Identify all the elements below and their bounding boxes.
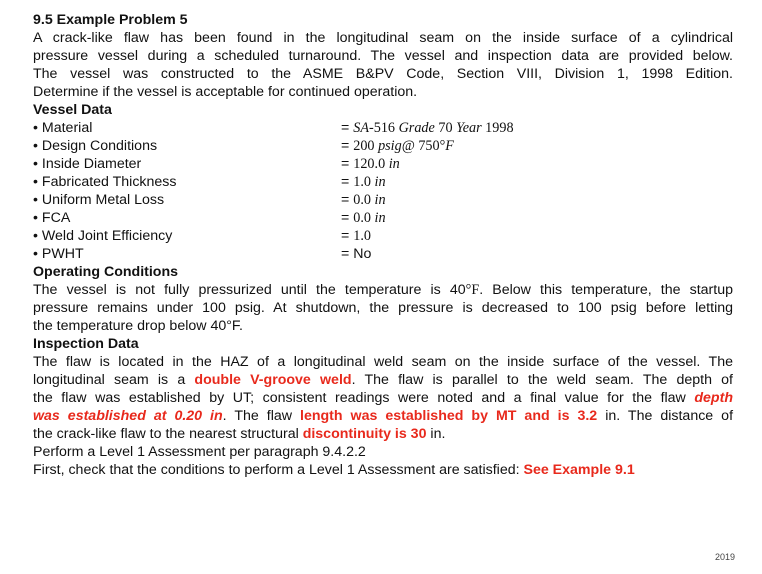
- vessel-row-design-conditions: [33, 137, 733, 155]
- inspection-line-6: Perform a Level 1 Assessment per paragraph 9.4.2.2: [33, 444, 366, 460]
- vessel-row-material: [33, 119, 733, 137]
- intro-line-1: A crack-like flaw has been found in the longitudinal seam on the inside surface of a cylindrical: [33, 30, 733, 46]
- inspection-line-7: First, check that the conditions to perform a Level 1 Assessment are satisfied: See Example 9.1: [33, 462, 635, 478]
- row-label: • PWHT: [33, 246, 84, 262]
- row-value: = 0.0 in: [341, 192, 386, 208]
- operating-line-1: The vessel is not fully pressurized until the temperature is 40°F. Below this temperature, the startup: [33, 282, 733, 298]
- vessel-row-uniform-metal-loss: [33, 191, 733, 209]
- inspection-line-5: the crack-like flaw to the nearest structural discontinuity is 30 in.: [33, 426, 446, 442]
- operating-conditions-heading: Operating Conditions: [33, 264, 179, 280]
- inspection-line-3: the flaw was established by UT; consistent readings were noted and a final value for the flaw depth: [33, 390, 733, 406]
- row-value: = 1.0: [341, 228, 371, 244]
- inspection-data-heading: Inspection Data: [33, 336, 139, 352]
- operating-line-2: pressure remains under 100 psig. At shutdown, the pressure is decreased to 100 psig before letting: [33, 300, 733, 316]
- row-label: • FCA: [33, 210, 71, 226]
- row-label: • Design Conditions: [33, 138, 158, 154]
- inspection-line-4: was established at 0.20 in. The flaw length was established by MT and is 3.2 in. The distance of: [33, 408, 734, 424]
- vessel-row-fca: [33, 209, 733, 227]
- document-body: [33, 11, 733, 479]
- vessel-data-heading: Vessel Data: [33, 102, 112, 118]
- footer-year: 2019: [714, 552, 735, 562]
- row-value: = 200 psig@ 750°F: [341, 138, 454, 154]
- row-value: = 1.0 in: [341, 174, 386, 190]
- inspection-line-1: The flaw is located in the HAZ of a longitudinal weld seam on the inside surface of the vessel. The: [33, 354, 733, 370]
- row-label: • Material: [33, 120, 93, 136]
- row-label: • Weld Joint Efficiency: [33, 228, 173, 244]
- vessel-row-fabricated-thickness: [33, 173, 733, 191]
- page-title: 9.5 Example Problem 5: [33, 12, 188, 28]
- operating-line-3: the temperature drop below 40°F.: [33, 318, 243, 334]
- row-value: = 120.0 in: [341, 156, 400, 172]
- row-label: • Inside Diameter: [33, 156, 142, 172]
- vessel-row-pwht: [33, 245, 733, 263]
- intro-line-2: pressure vessel during a scheduled turnaround. The vessel and inspection data are provided below.: [33, 48, 733, 64]
- intro-line-3: The vessel was constructed to the ASME B&PV Code, Section VIII, Division 1, 1998 Edition.: [33, 66, 733, 82]
- vessel-row-inside-diameter: [33, 155, 733, 173]
- vessel-row-weld-joint-efficiency: [33, 227, 733, 245]
- row-value: = SA-516 Grade 70 Year 1998: [341, 120, 514, 136]
- inspection-line-2: longitudinal seam is a double V-groove weld. The flaw is parallel to the weld seam. The depth of: [33, 372, 733, 388]
- row-label: • Fabricated Thickness: [33, 174, 177, 190]
- row-value: = No: [341, 246, 372, 262]
- row-value: = 0.0 in: [341, 210, 386, 226]
- row-label: • Uniform Metal Loss: [33, 192, 165, 208]
- intro-line-4: Determine if the vessel is acceptable for continued operation.: [33, 84, 418, 100]
